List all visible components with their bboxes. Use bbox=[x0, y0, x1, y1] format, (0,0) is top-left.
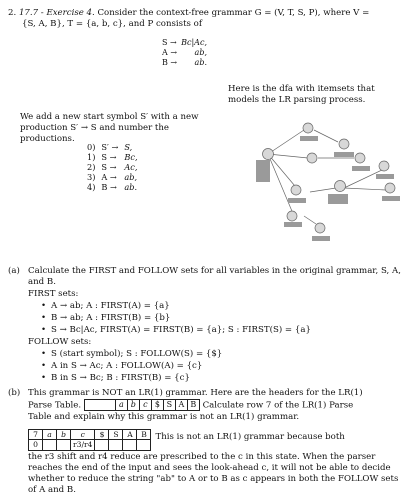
row7-cell: a bbox=[43, 429, 57, 440]
part-a bbox=[8, 266, 406, 385]
row7-cell bbox=[95, 440, 109, 451]
row7-cell bbox=[137, 440, 151, 451]
production-rhs: ab. bbox=[124, 182, 138, 192]
row7-cell bbox=[109, 440, 123, 451]
production-rhs: ab. bbox=[194, 58, 207, 68]
dfa-state-node bbox=[339, 139, 349, 149]
dfa-edges bbox=[268, 130, 386, 224]
explanation-first: This is not an LR(1) grammar because both bbox=[155, 431, 345, 442]
production-number: 3) bbox=[87, 172, 96, 182]
row7-cell: $ bbox=[95, 429, 109, 440]
production-rhs: ab, bbox=[124, 172, 138, 182]
production-row bbox=[160, 58, 209, 68]
numbered-production bbox=[84, 172, 141, 182]
production-rhs: S, bbox=[124, 142, 133, 152]
dfa-itemset-box bbox=[352, 166, 370, 171]
first-set-item: • B → ab; A : FIRST(B) = {b} bbox=[38, 313, 406, 324]
production-number: 2) bbox=[87, 162, 96, 172]
dfa-itemset-box bbox=[382, 196, 400, 201]
row7-value-row bbox=[29, 440, 151, 451]
part-a-label: (a) bbox=[8, 266, 20, 276]
first-sets-list bbox=[38, 301, 406, 336]
grammar-productions bbox=[160, 38, 209, 69]
dfa-itemset-boxes bbox=[256, 136, 400, 241]
row7-cell: 7 bbox=[29, 429, 43, 440]
dfa-edge bbox=[268, 130, 304, 154]
row7-cell: r3/r4 bbox=[71, 440, 95, 451]
dfa-state-node bbox=[379, 161, 389, 171]
production-lhs: S → bbox=[101, 162, 117, 172]
production-number: 0) bbox=[87, 142, 96, 152]
row7-cell: b bbox=[57, 429, 71, 440]
dfa-state-node bbox=[335, 181, 346, 192]
row7-cell: 0 bbox=[29, 440, 43, 451]
dfa-state-node bbox=[287, 211, 297, 221]
dfa-itemset-box bbox=[312, 236, 330, 241]
row7-header-row bbox=[29, 429, 151, 440]
part-b-line2 bbox=[8, 399, 406, 412]
dfa-itemset-box bbox=[376, 174, 394, 179]
part-b bbox=[8, 388, 406, 496]
row7-cell: A bbox=[123, 429, 137, 440]
dfa-itemset-box bbox=[256, 160, 270, 182]
dfa-state-node bbox=[303, 123, 313, 133]
dfa-caption: Here is the dfa with itemsets that models the LR parsing process. bbox=[228, 84, 375, 105]
dfa-state-node bbox=[355, 153, 365, 163]
numbered-production bbox=[84, 142, 141, 152]
parse-table-header-cell: $ bbox=[151, 400, 163, 411]
parse-table-header-cell: a bbox=[115, 400, 127, 411]
row7-cell bbox=[123, 440, 137, 451]
numbered-production bbox=[84, 162, 141, 172]
follow-set-item: • S (start symbol); S : FOLLOW(S) = {$} bbox=[38, 349, 406, 360]
dfa-itemset-box bbox=[334, 152, 354, 157]
dfa-state-node bbox=[263, 149, 274, 160]
problem-intro-line2: {S, A, B}, T = {a, b, c}, and P consists of bbox=[22, 19, 203, 29]
production-rhs: Ac, bbox=[124, 162, 138, 172]
dfa-diagram bbox=[248, 112, 406, 248]
row7-section bbox=[8, 429, 406, 451]
part-a-text: Calculate the FIRST and FOLLOW sets for all variables in the original grammar, S, A, and B. bbox=[28, 266, 401, 287]
dfa-state-node bbox=[385, 183, 395, 193]
production-lhs: S → bbox=[101, 152, 117, 162]
production-lhs: S → bbox=[162, 38, 177, 47]
part-b-line1: This grammar is NOT an LR(1) grammar. Here are the headers for the LR(1) bbox=[28, 388, 363, 398]
production-row bbox=[160, 38, 209, 48]
dfa-state-node bbox=[307, 153, 317, 163]
part-a-question bbox=[8, 266, 406, 288]
numbered-production bbox=[84, 182, 141, 192]
production-rhs: Bc|Ac, bbox=[181, 38, 207, 47]
row7-cell bbox=[57, 440, 71, 451]
dfa-itemset-box bbox=[284, 222, 302, 227]
parse-table-header-row bbox=[84, 400, 199, 411]
dfa-itemset-box bbox=[328, 194, 348, 204]
parse-table-header-cell: B bbox=[187, 400, 199, 411]
follow-set-item: • B in S → Bc; B : FIRST(B) = {c} bbox=[38, 373, 406, 384]
dfa-edge bbox=[268, 154, 294, 216]
first-set-item: • S → Bc|Ac, FIRST(A) = FIRST(B) = {a}; S : FIRST(S) = {a} bbox=[38, 325, 406, 336]
parse-table-header-cell: b bbox=[127, 400, 139, 411]
follow-sets-list bbox=[38, 349, 406, 384]
parse-table-header-cell: c bbox=[139, 400, 151, 411]
production-lhs: A → bbox=[101, 172, 117, 182]
production-rhs: ab, bbox=[194, 48, 207, 58]
production-number: 4) bbox=[87, 182, 96, 192]
production-row bbox=[160, 48, 209, 58]
row7-cell bbox=[43, 440, 57, 451]
dfa-itemset-box bbox=[288, 198, 306, 203]
row7-cell: c bbox=[71, 429, 95, 440]
production-rhs: Bc, bbox=[124, 152, 138, 162]
row7-cell: S bbox=[109, 429, 123, 440]
dfa-state-node bbox=[315, 223, 325, 233]
dfa-state-node bbox=[291, 185, 301, 195]
part-b-label: (b) bbox=[8, 388, 21, 398]
problem-intro bbox=[8, 8, 406, 30]
problem-ref: 17.7 - Exercise 4. bbox=[18, 8, 95, 18]
explanation-rest: the r3 shift and r4 reduce are prescribed to the c in this state. When the parser reaches the end of the input and sees the look-ahead c, it will not be able to decide whether to reduce the string "ab" to A or to B as c appears in both the FOLLOW sets of A and B. bbox=[28, 452, 399, 496]
problem-intro-line1: Consider the context-free grammar G = (V, T, S, P), where V = bbox=[97, 8, 370, 18]
parse-table-header-cell bbox=[84, 400, 115, 411]
numbered-production bbox=[84, 152, 141, 162]
production-number: 1) bbox=[87, 152, 96, 162]
production-lhs: B → bbox=[101, 182, 117, 192]
part-b-line2-pre: Parse Table. bbox=[28, 400, 82, 411]
part-b-line3: Table and explain why this grammar is not an LR(1) grammar. bbox=[28, 411, 300, 422]
dfa-edge bbox=[310, 188, 336, 192]
part-b-question bbox=[8, 388, 406, 399]
dfa-edge bbox=[304, 216, 316, 224]
parse-table-header-cell: S bbox=[163, 400, 175, 411]
follow-heading: FOLLOW sets: bbox=[28, 337, 92, 347]
parse-table-headers bbox=[84, 399, 200, 411]
production-lhs: B → bbox=[162, 58, 178, 68]
follow-set-item: • A in S → Ac; A : FOLLOW(A) = {c} bbox=[38, 361, 406, 372]
production-lhs: S′ → bbox=[101, 142, 119, 152]
first-heading: FIRST sets: bbox=[28, 289, 79, 299]
part-b-line2-post: Calculate row 7 of the LR(1) Parse bbox=[202, 400, 354, 411]
first-set-item: • A → ab; A : FIRST(A) = {a} bbox=[38, 301, 406, 312]
dfa-edge bbox=[268, 154, 308, 158]
numbered-productions bbox=[84, 142, 141, 192]
row7-cell: B bbox=[137, 429, 151, 440]
dfa-states bbox=[263, 123, 396, 233]
dfa-edge bbox=[344, 188, 386, 190]
row7-table bbox=[28, 429, 151, 451]
dfa-itemset-box bbox=[300, 136, 318, 141]
new-start-text: We add a new start symbol S′ with a new production S′ → S and number the productions. bbox=[20, 112, 199, 144]
problem-number: 2. bbox=[8, 8, 17, 18]
production-lhs: A → bbox=[162, 48, 178, 58]
parse-table-header-cell: A bbox=[175, 400, 187, 411]
